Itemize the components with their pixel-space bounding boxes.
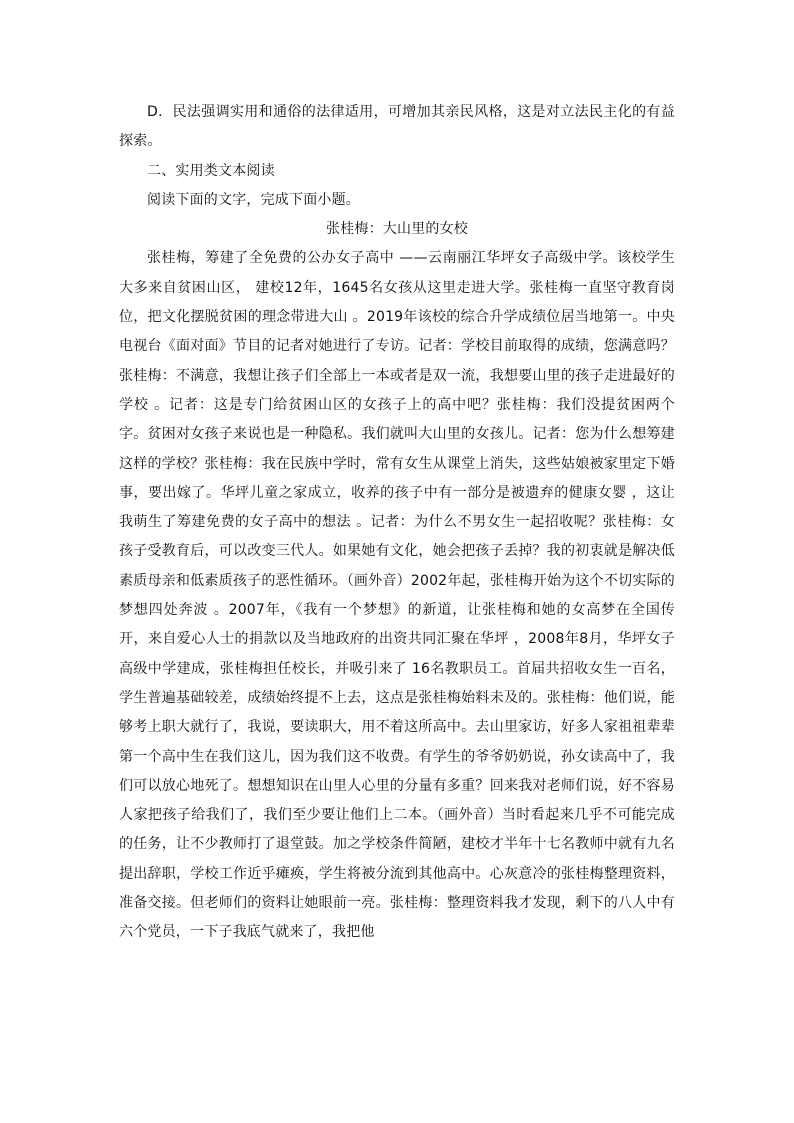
section-heading: 二、实用类文本阅读 [147,162,275,179]
option-d-paragraph: D．民法强调实用和通俗的法律适用，可增加其亲民风格，这是对立法民主化的有益探索。 [119,104,675,150]
document-content [119,98,675,948]
article-title: 张桂梅：大山里的女校 [326,221,468,238]
article-body: 张桂梅，筹建了全免费的公办女子高中 ——云南丽江华坪女子高级中学。该校学生大多来自贫困山区， 建校12年，1645名女孩从这里走进大学。张桂梅一直坚守教育岗位，把文化摆脱贫困的理念带进大山 。2019年该校的综合升学成绩位居当地第一。中央电视台《面对面》节目的记者对她进行了专访。记者：学校目前取得的成绩，您满意吗？张桂梅：不满意，我想让孩子们全部上一本或者是双一流，我想要山里的孩子走进最好的学校 。记者：这是专门给贫困山区的女孩子上的高中吧？张桂梅：我们没提贫困两个字。贫困对女孩子来说也是一种隐私。我们就叫大山里的女孩儿。记者：您为什么想筹建这样的学校？张桂梅：我在民族中学时，常有女生从课堂上消失，这些姑娘被家里定下婚事，要出嫁了。华坪儿童之家成立，收养的孩子中有一部分是被遗弃的健康女婴 ，这让我萌生了筹建免费的女子高中的想法 。记者：为什么不男女生一起招收呢？张桂梅：女孩子受教育后，可以改变三代人。如果她有文化，她会把孩子丢掉？我的初衷就是解决低素质母亲和低素质孩子的恶性循环。（画外音）2002年起，张桂梅开始为这个不切实际的梦想四处奔波 。2007年，《我有一个梦想》的新道，让张桂梅和她的女高梦在全国传开，来自爱心人士的捐款以及当地政府的出资共同汇聚在华坪 ，2008年8月，华坪女子高级中学建成，张桂梅担任校长，并吸引来了 16名教职员工。首届共招收女生一百名，学生普遍基础较差，成绩始终提不上去，这点是张桂梅始料未及的。张桂梅：他们说，能够考上职大就行了，我说，要读职大，用不着这所高中。去山里家访，好多人家祖祖辈辈第一个高中生在我们这儿，因为我们这不收费。有学生的爷爷奶奶说，孙女读高中了，我们可以放心地死了。想想知识在山里人心里的分量有多重？回来我对老师们说，好不容易人家把孩子给我们了，我们至少要让他们上二本。（画外音）当时看起来几乎不可能完成的任务，让不少教师打了退堂鼓。加之学校条件简陋，建校才半年十七名教师中就有九名提出辞职，学校工作近乎瘫痪，学生将被分流到其他高中。心灰意冷的张桂梅整理资料，准备交接。但老师们的资料让她眼前一亮。张桂梅：整理资料我才发现，剩下的八人中有六个党员，一下子我底气就来了，我把他 [119,250,675,941]
reading-instruction: 阅读下面的文字，完成下面小题。 [147,191,360,208]
